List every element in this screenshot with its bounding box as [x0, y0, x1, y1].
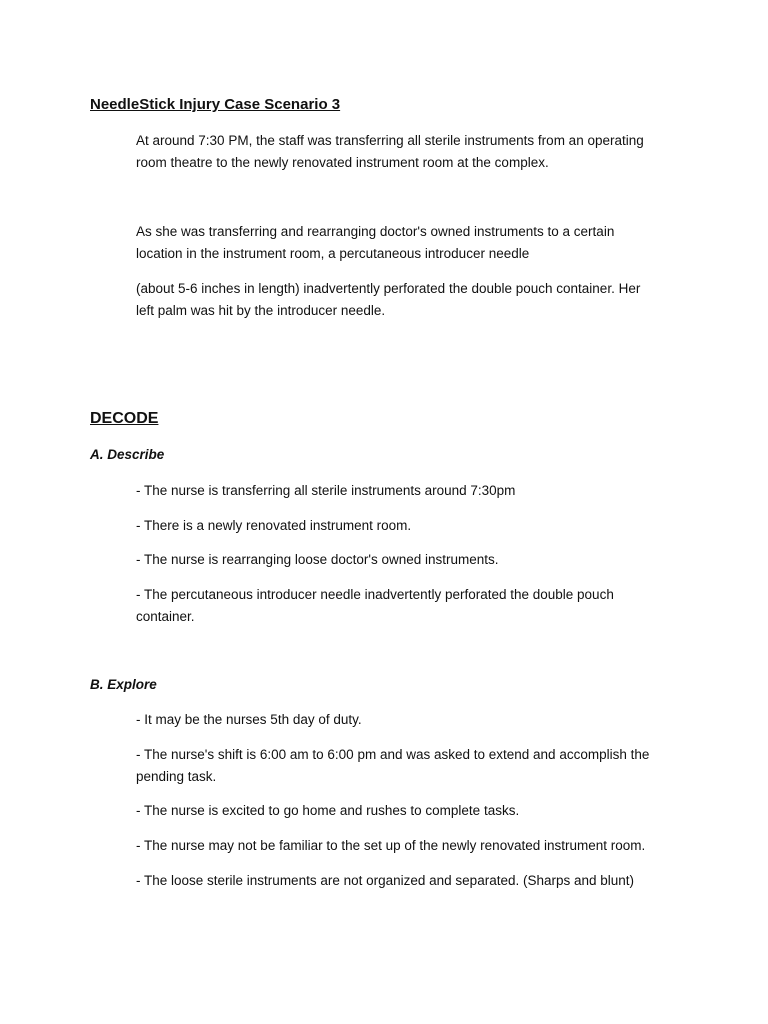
explore-item: [136, 870, 634, 892]
subheading-explore: B. Explore: [90, 677, 157, 692]
item-line: - There is a newly renovated instrument room.: [136, 518, 412, 533]
item-line: - The nurse's shift is 6:00 am to 6:00 pm and was asked to extend and accomplish the: [136, 747, 650, 762]
paragraph-line: As she was transferring and rearranging doctor's owned instruments to a certain: [136, 224, 615, 239]
item-line: - The nurse is transferring all sterile instruments around 7:30pm: [136, 483, 516, 498]
item-line: - The loose sterile instruments are not organized and separated. (Sharps and blunt): [136, 873, 635, 888]
subheading-describe: A. Describe: [90, 447, 165, 462]
describe-item: [136, 584, 614, 628]
explore-item: [136, 744, 649, 788]
item-line: - The nurse is rearranging loose doctor's owned instruments.: [136, 552, 499, 567]
item-line: - It may be the nurses 5th day of duty.: [136, 712, 362, 727]
describe-item: [136, 480, 515, 502]
item-line: - The nurse may not be familiar to the set up of the newly renovated instrument room.: [136, 838, 646, 853]
item-line: pending task.: [136, 769, 217, 784]
item-line: - The nurse is excited to go home and rushes to complete tasks.: [136, 803, 520, 818]
explore-item: [136, 800, 519, 822]
explore-item: [136, 835, 645, 857]
item-line: container.: [136, 609, 195, 624]
paragraph-line: At around 7:30 PM, the staff was transferring all sterile instruments from an operating: [136, 133, 644, 148]
intro-paragraph-3: [136, 278, 640, 322]
intro-paragraph-1: [136, 130, 644, 174]
paragraph-line: left palm was hit by the introducer needle.: [136, 303, 386, 318]
explore-item: [136, 709, 362, 731]
paragraph-line: (about 5-6 inches in length) inadvertently perforated the double pouch container. Her: [136, 281, 641, 296]
section-heading-decode: DECODE: [90, 410, 159, 427]
document-title: NeedleStick Injury Case Scenario 3: [90, 96, 341, 113]
paragraph-line: location in the instrument room, a percutaneous introducer needle: [136, 246, 530, 261]
item-line: - The percutaneous introducer needle inadvertently perforated the double pouch: [136, 587, 614, 602]
paragraph-line: room theatre to the newly renovated instrument room at the complex.: [136, 155, 549, 170]
intro-paragraph-2: [136, 221, 614, 265]
describe-item: [136, 515, 411, 537]
describe-item: [136, 549, 499, 571]
